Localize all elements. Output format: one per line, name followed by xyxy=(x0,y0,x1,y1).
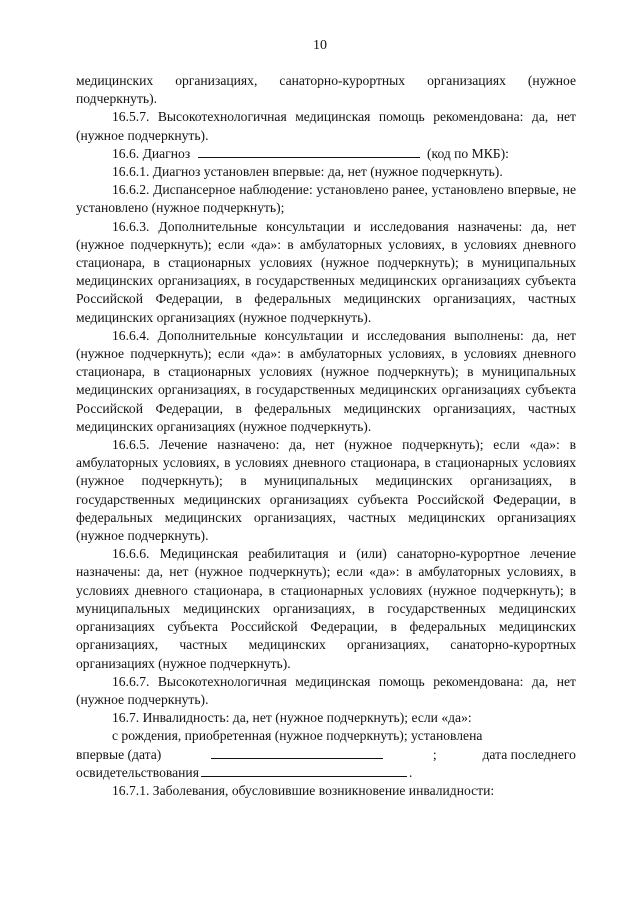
paragraph-16-6-4: 16.6.4. Дополнительные консультации и исследования выполнены: да, нет (нужное подчеркнуть); если «да»: в амбулаторных условиях, в условиях дневного стационара, в стационарных условиях (нужное подчеркнуть); в муниципальных медицинских организациях, в государственных медицинских организациях субъекта Российской Федерации, в федеральных медицинских организациях, частных медицинских организациях (нужное подчеркнуть). xyxy=(76,327,576,434)
paragraph-16-5-7: 16.5.7. Высокотехнологичная медицинская помощь рекомендована: да, нет (нужное подчеркнуть). xyxy=(76,109,576,143)
paragraph-16-7: 16.7. Инвалидность: да, нет (нужное подчеркнуть); если «да»: xyxy=(112,710,472,726)
paragraph-16-6-1: 16.6.1. Диагноз установлен впервые: да, нет (нужное подчеркнуть). xyxy=(112,164,503,180)
icd-code-label: (код по МКБ): xyxy=(427,145,509,161)
last-exam-label: дата последнего xyxy=(482,746,576,762)
diagnosis-blank-field[interactable] xyxy=(198,145,420,158)
exam-end-period: . xyxy=(408,764,413,780)
paragraph-16-6-2: 16.6.2. Диспансерное наблюдение: установлено ранее, установлено впервые, не установлено (нужное подчеркнуть); xyxy=(76,182,576,216)
paragraph-16-6-6: 16.6.6. Медицинская реабилитация и (или) санаторно-курортное лечение назначены: да, нет (нужное подчеркнуть); если «да»: в амбулаторных условиях, в условиях дневного стационара, в стационарных условиях (нужное подчеркнуть); в муниципальных медицинских организациях, в государственных медицинских организациях субъекта Российской Федерации, в федеральных медицинских организациях, частных медицинских организациях, санаторно-курортных организациях (нужное подчеркнуть). xyxy=(76,546,576,671)
paragraph-16-6-3: 16.6.3. Дополнительные консультации и исследования назначены: да, нет (нужное подчеркнуть); если «да»: в амбулаторных условиях, в условиях дневного стационара, в стационарных условиях (нужное подчеркнуть); в муниципальных медицинских организациях, в государственных медицинских организациях субъекта Российской Федерации, в федеральных медицинских организациях, частных медицинских организациях (нужное подчеркнуть). xyxy=(76,218,576,325)
first-established-label: впервые (дата) xyxy=(76,746,162,762)
date-separator: ; xyxy=(432,746,437,762)
paragraph-16-6 xyxy=(76,145,576,163)
exam-label: освидетельствования xyxy=(76,764,199,780)
paragraph-16-7-1: 16.7.1. Заболевания, обусловившие возникновение инвалидности: xyxy=(112,782,495,798)
paragraph-16-6-7: 16.6.7. Высокотехнологичная медицинская помощь рекомендована: да, нет (нужное подчеркнуть). xyxy=(76,673,576,707)
disability-dates-row xyxy=(76,746,576,764)
last-exam-date-field[interactable] xyxy=(201,764,407,777)
exam-date-row xyxy=(76,764,576,782)
paragraph-16-6-5: 16.6.5. Лечение назначено: да, нет (нужное подчеркнуть); если «да»: в амбулаторных условиях, в условиях дневного стационара, в стационарных условиях (нужное подчеркнуть); в муниципальных медицинских организациях, в государственных медицинских организациях субъекта Российской Федерации, в федеральных медицинских организациях, частных медицинских организациях (нужное подчеркнуть). xyxy=(76,437,576,544)
paragraph-continuation: медицинских организациях, санаторно-курортных организациях (нужное подчеркнуть). xyxy=(76,73,576,107)
disability-details-line: с рождения, приобретенная (нужное подчеркнуть); установлена xyxy=(112,728,483,744)
first-established-date-field[interactable] xyxy=(211,746,383,759)
page-number: 10 xyxy=(313,38,327,53)
document-body xyxy=(76,72,576,800)
diagnosis-label: 16.6. Диагноз xyxy=(112,145,191,161)
